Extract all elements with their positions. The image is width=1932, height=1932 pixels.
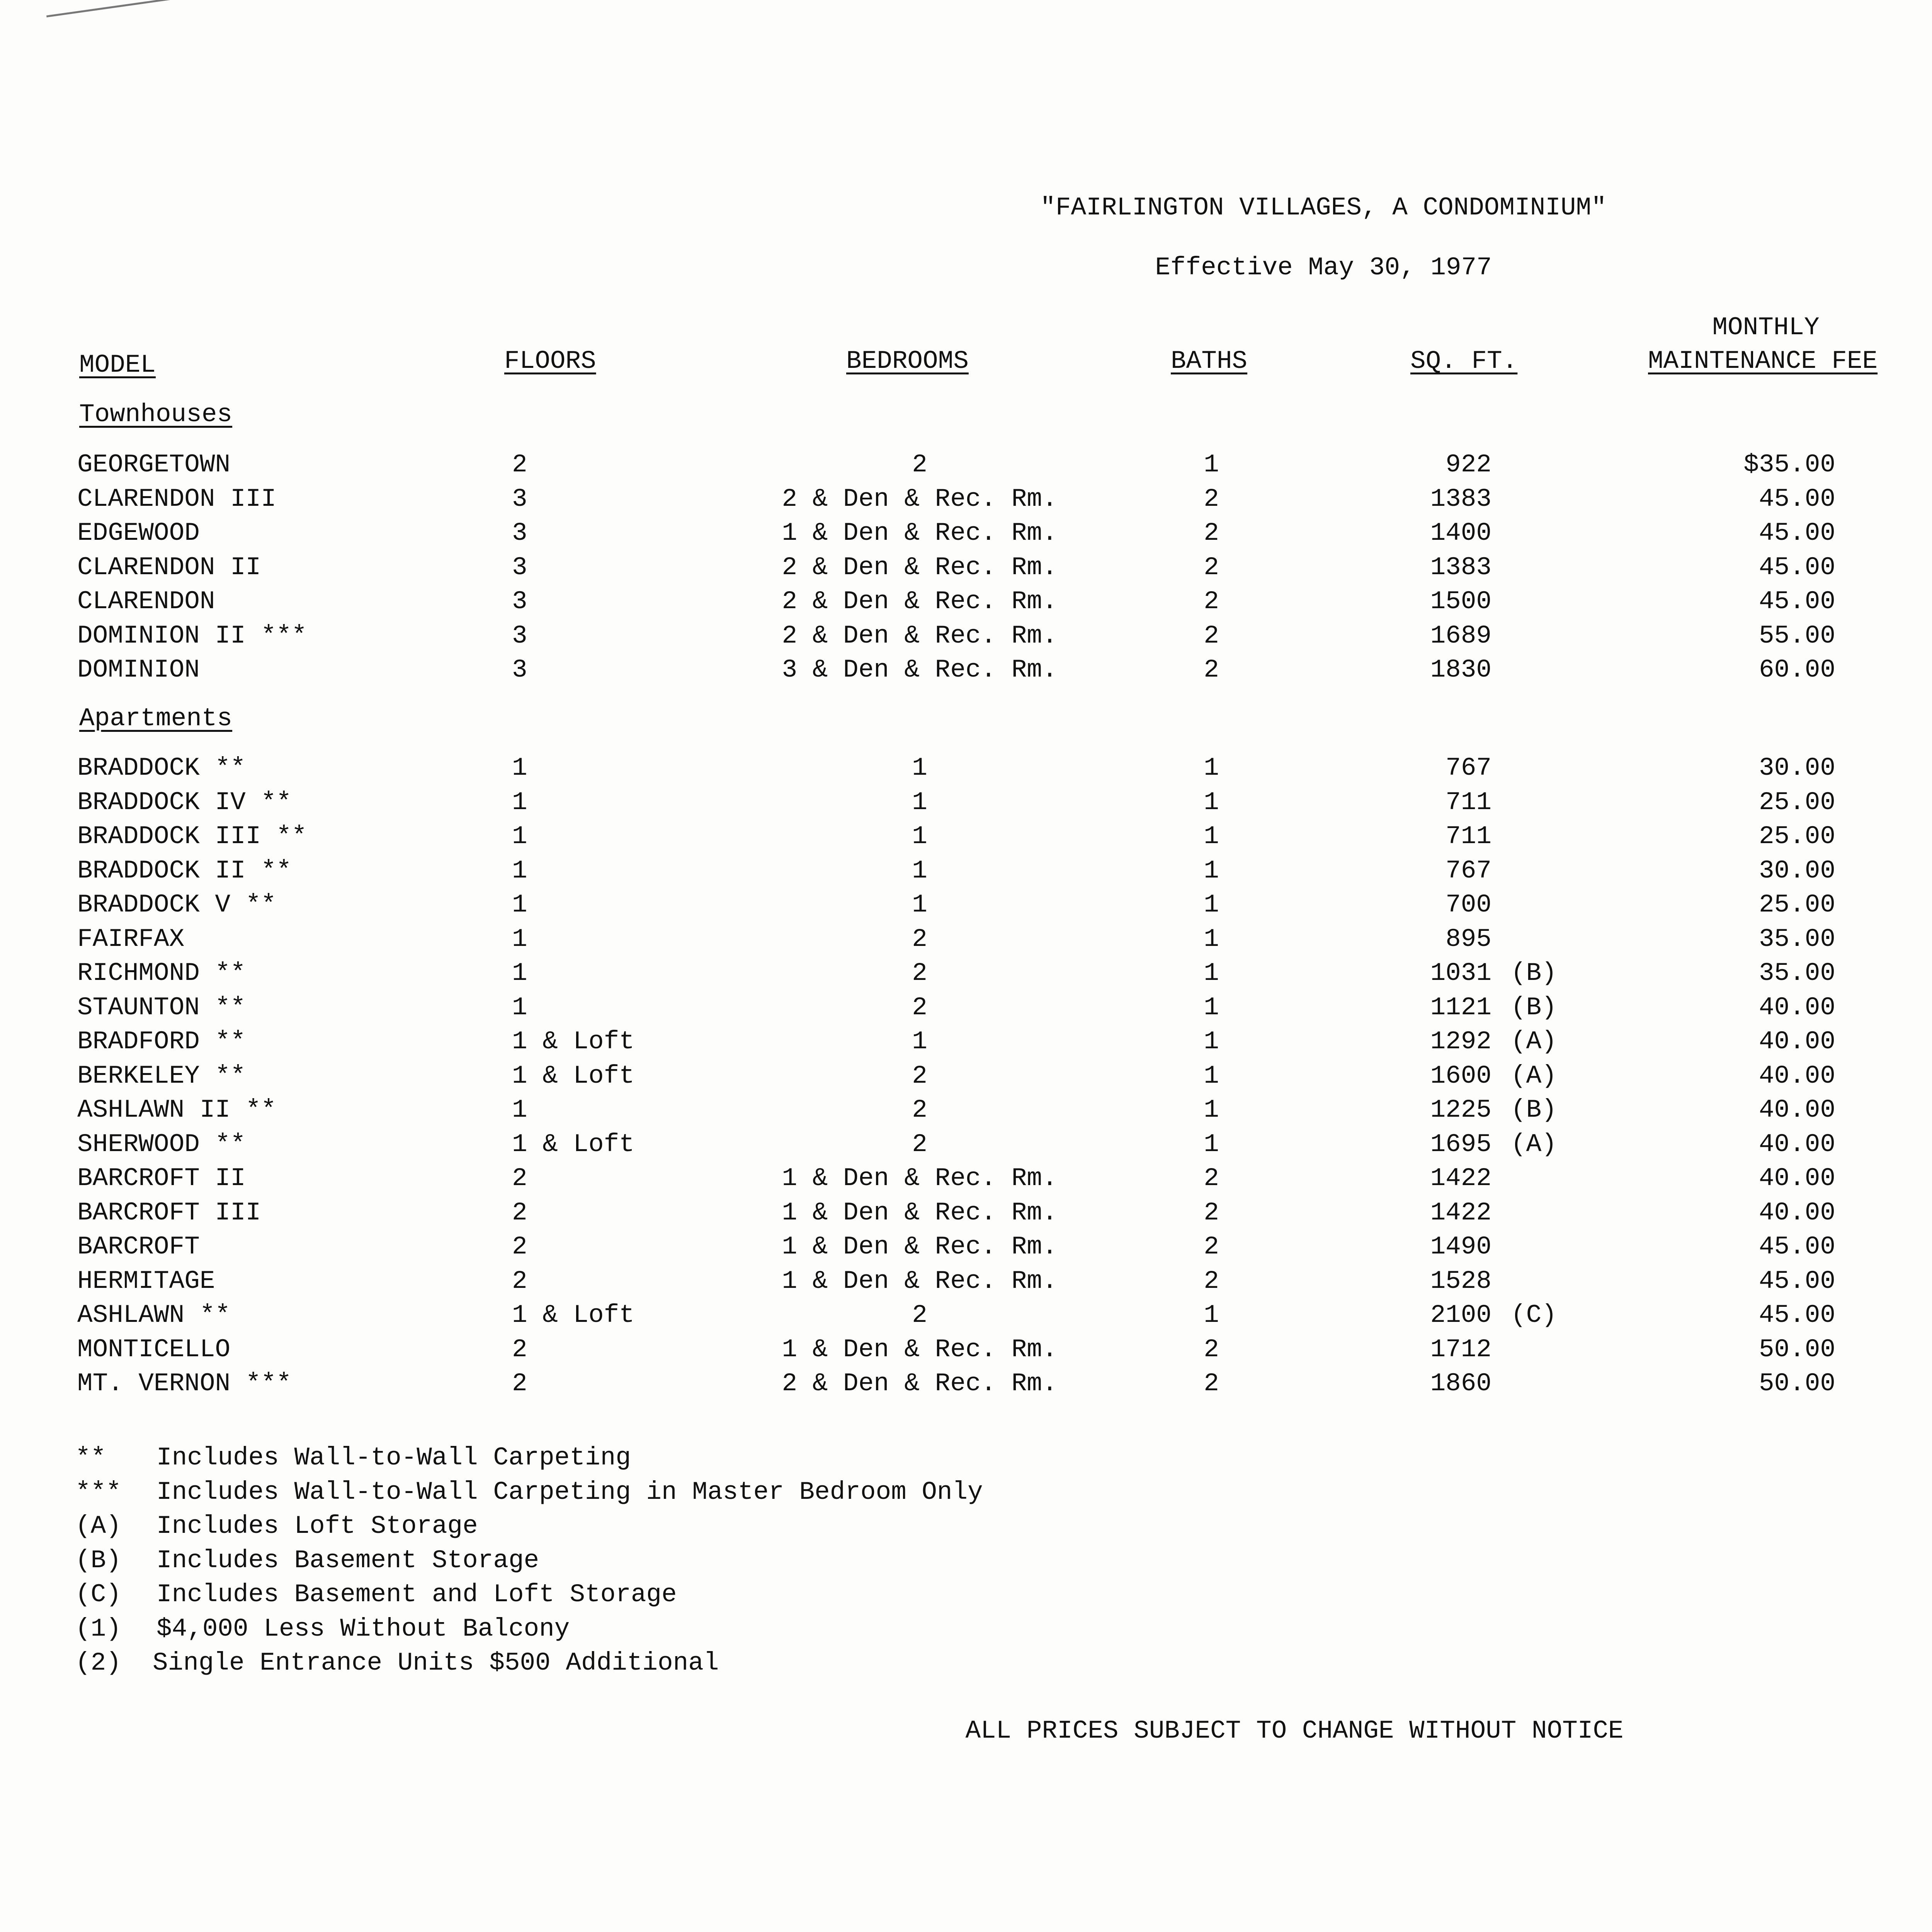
- section-label: Apartments: [79, 704, 233, 733]
- maintenance-fee: 45.00: [1759, 587, 1835, 616]
- sqft-value: 1712: [1430, 1335, 1492, 1364]
- bedrooms-value: 1: [912, 822, 927, 851]
- model-name: RICHMOND **: [77, 959, 246, 988]
- floors-value: 1: [512, 1095, 527, 1124]
- stray-pen-mark: [46, 0, 188, 17]
- floors-value: 1: [512, 856, 527, 885]
- bedrooms-value: 1 & Den & Rec. Rm.: [782, 1198, 1058, 1227]
- legend-text: Includes Basement and Loft Storage: [156, 1580, 677, 1609]
- floors-value: 1 & Loft: [512, 1301, 634, 1330]
- maintenance-fee: 30.00: [1759, 753, 1835, 782]
- bedrooms-value: 1 & Den & Rec. Rm.: [782, 519, 1058, 548]
- baths-value: 1: [1204, 925, 1219, 954]
- legend-text: Single Entrance Units $500 Additional: [153, 1648, 719, 1677]
- legend-text: Includes Basement Storage: [156, 1546, 539, 1575]
- maintenance-fee: 45.00: [1759, 1301, 1835, 1330]
- bedrooms-value: 2 & Den & Rec. Rm.: [782, 485, 1058, 514]
- sqft-value: 1528: [1430, 1267, 1492, 1296]
- baths-value: 1: [1204, 1130, 1219, 1159]
- baths-value: 2: [1204, 1198, 1219, 1227]
- model-name: BRADDOCK **: [77, 753, 246, 782]
- bedrooms-value: 2 & Den & Rec. Rm.: [782, 553, 1058, 582]
- sqft-value: 2100: [1430, 1301, 1492, 1330]
- maintenance-fee: 60.00: [1759, 655, 1835, 684]
- model-name: CLARENDON III: [77, 485, 276, 514]
- bedrooms-value: 2: [912, 1301, 927, 1330]
- sqft-note: (A): [1511, 1130, 1557, 1159]
- maintenance-fee: 40.00: [1759, 993, 1835, 1022]
- baths-value: 1: [1204, 1301, 1219, 1330]
- baths-value: 1: [1204, 890, 1219, 919]
- model-name: ASHLAWN **: [77, 1301, 231, 1330]
- floors-value: 3: [512, 553, 527, 582]
- sqft-note: (A): [1511, 1061, 1557, 1090]
- sqft-note: (B): [1511, 959, 1557, 988]
- model-name: DOMINION: [77, 655, 200, 684]
- model-name: BERKELEY **: [77, 1061, 246, 1090]
- sqft-value: 700: [1446, 890, 1492, 919]
- sqft-value: 711: [1446, 788, 1492, 817]
- model-name: BARCROFT III: [77, 1198, 261, 1227]
- bedrooms-value: 3 & Den & Rec. Rm.: [782, 655, 1058, 684]
- floors-value: 2: [512, 1232, 527, 1261]
- model-name: DOMINION II ***: [77, 621, 307, 650]
- sqft-value: 1121: [1430, 993, 1492, 1022]
- legend-key: (A): [75, 1512, 121, 1541]
- baths-value: 2: [1204, 655, 1219, 684]
- section-label: Townhouses: [79, 400, 233, 429]
- maintenance-fee: 50.00: [1759, 1369, 1835, 1398]
- effective-date: Effective May 30, 1977: [1155, 253, 1492, 282]
- sqft-value: 1400: [1430, 519, 1492, 548]
- sqft-value: 922: [1446, 450, 1492, 479]
- floors-value: 2: [512, 1267, 527, 1296]
- bedrooms-value: 1 & Den & Rec. Rm.: [782, 1164, 1058, 1193]
- sqft-value: 1031: [1430, 959, 1492, 988]
- legend-key: **: [75, 1443, 106, 1472]
- model-name: EDGEWOOD: [77, 519, 200, 548]
- sqft-value: 1383: [1430, 485, 1492, 514]
- header-baths: BATHS: [1171, 347, 1248, 376]
- bedrooms-value: 2: [912, 1061, 927, 1090]
- model-name: GEORGETOWN: [77, 450, 231, 479]
- floors-value: 1: [512, 959, 527, 988]
- maintenance-fee: 45.00: [1759, 519, 1835, 548]
- model-name: MONTICELLO: [77, 1335, 231, 1364]
- legend-text: Includes Loft Storage: [156, 1512, 478, 1541]
- header-model: MODEL: [79, 350, 156, 379]
- sqft-value: 895: [1446, 925, 1492, 954]
- maintenance-fee: 30.00: [1759, 856, 1835, 885]
- floors-value: 2: [512, 1198, 527, 1227]
- baths-value: 1: [1204, 993, 1219, 1022]
- baths-value: 2: [1204, 1369, 1219, 1398]
- bedrooms-value: 2: [912, 925, 927, 954]
- legend-text: Includes Wall-to-Wall Carpeting in Master Bedroom Only: [156, 1478, 983, 1507]
- floors-value: 3: [512, 655, 527, 684]
- maintenance-fee: 45.00: [1759, 485, 1835, 514]
- baths-value: 1: [1204, 822, 1219, 851]
- legend-key: (B): [75, 1546, 121, 1575]
- sqft-value: 711: [1446, 822, 1492, 851]
- baths-value: 1: [1204, 856, 1219, 885]
- maintenance-fee: 25.00: [1759, 788, 1835, 817]
- floors-value: 1: [512, 822, 527, 851]
- floors-value: 1 & Loft: [512, 1061, 634, 1090]
- bedrooms-value: 2: [912, 450, 927, 479]
- baths-value: 1: [1204, 450, 1219, 479]
- maintenance-fee: 40.00: [1759, 1130, 1835, 1159]
- maintenance-fee: 55.00: [1759, 621, 1835, 650]
- legend-text: $4,000 Less Without Balcony: [156, 1614, 570, 1643]
- floors-value: 2: [512, 1164, 527, 1193]
- maintenance-fee: 40.00: [1759, 1061, 1835, 1090]
- maintenance-fee: 45.00: [1759, 1232, 1835, 1261]
- baths-value: 2: [1204, 1335, 1219, 1364]
- baths-value: 1: [1204, 1095, 1219, 1124]
- floors-value: 1: [512, 925, 527, 954]
- sqft-value: 1422: [1430, 1198, 1492, 1227]
- floors-value: 1: [512, 993, 527, 1022]
- bedrooms-value: 1: [912, 856, 927, 885]
- baths-value: 2: [1204, 621, 1219, 650]
- model-name: HERMITAGE: [77, 1267, 215, 1296]
- baths-value: 2: [1204, 1267, 1219, 1296]
- baths-value: 1: [1204, 1027, 1219, 1056]
- header-fee-top: MONTHLY: [1712, 313, 1820, 342]
- sqft-value: 1383: [1430, 553, 1492, 582]
- maintenance-fee: 35.00: [1759, 925, 1835, 954]
- bedrooms-value: 1 & Den & Rec. Rm.: [782, 1232, 1058, 1261]
- sqft-value: 1292: [1430, 1027, 1492, 1056]
- bedrooms-value: 1: [912, 1027, 927, 1056]
- model-name: MT. VERNON ***: [77, 1369, 292, 1398]
- baths-value: 2: [1204, 485, 1219, 514]
- floors-value: 3: [512, 485, 527, 514]
- bedrooms-value: 1: [912, 753, 927, 782]
- bedrooms-value: 2: [912, 1130, 927, 1159]
- sqft-value: 1500: [1430, 587, 1492, 616]
- baths-value: 2: [1204, 1164, 1219, 1193]
- maintenance-fee: 40.00: [1759, 1027, 1835, 1056]
- bedrooms-value: 2 & Den & Rec. Rm.: [782, 587, 1058, 616]
- floors-value: 3: [512, 587, 527, 616]
- header-bedrooms: BEDROOMS: [846, 347, 969, 376]
- maintenance-fee: 25.00: [1759, 890, 1835, 919]
- model-name: CLARENDON II: [77, 553, 261, 582]
- bedrooms-value: 2 & Den & Rec. Rm.: [782, 621, 1058, 650]
- model-name: BRADDOCK II **: [77, 856, 292, 885]
- sqft-value: 1860: [1430, 1369, 1492, 1398]
- legend-text: Includes Wall-to-Wall Carpeting: [156, 1443, 631, 1472]
- legend-key: (2): [75, 1648, 121, 1677]
- bedrooms-value: 1: [912, 788, 927, 817]
- sqft-value: 767: [1446, 753, 1492, 782]
- model-name: BRADDOCK IV **: [77, 788, 292, 817]
- maintenance-fee: $35.00: [1743, 450, 1835, 479]
- baths-value: 2: [1204, 587, 1219, 616]
- legend-key: (C): [75, 1580, 121, 1609]
- model-name: BARCROFT II: [77, 1164, 246, 1193]
- bedrooms-value: 1: [912, 890, 927, 919]
- model-name: BARCROFT: [77, 1232, 200, 1261]
- bedrooms-value: 2: [912, 959, 927, 988]
- model-name: ASHLAWN II **: [77, 1095, 276, 1124]
- floors-value: 1: [512, 788, 527, 817]
- model-name: BRADFORD **: [77, 1027, 246, 1056]
- baths-value: 2: [1204, 1232, 1219, 1261]
- maintenance-fee: 40.00: [1759, 1198, 1835, 1227]
- maintenance-fee: 25.00: [1759, 822, 1835, 851]
- maintenance-fee: 40.00: [1759, 1164, 1835, 1193]
- model-name: CLARENDON: [77, 587, 215, 616]
- bedrooms-value: 1 & Den & Rec. Rm.: [782, 1267, 1058, 1296]
- floors-value: 2: [512, 1369, 527, 1398]
- sqft-value: 1225: [1430, 1095, 1492, 1124]
- sqft-value: 1830: [1430, 655, 1492, 684]
- header-sqft: SQ. FT.: [1410, 347, 1518, 376]
- bedrooms-value: 2: [912, 1095, 927, 1124]
- sqft-note: (B): [1511, 993, 1557, 1022]
- sqft-note: (C): [1511, 1301, 1557, 1330]
- model-name: SHERWOOD **: [77, 1130, 246, 1159]
- bedrooms-value: 2 & Den & Rec. Rm.: [782, 1369, 1058, 1398]
- floors-value: 1: [512, 753, 527, 782]
- sqft-value: 767: [1446, 856, 1492, 885]
- floors-value: 2: [512, 1335, 527, 1364]
- baths-value: 2: [1204, 553, 1219, 582]
- floors-value: 2: [512, 450, 527, 479]
- sqft-note: (B): [1511, 1095, 1557, 1124]
- sqft-value: 1422: [1430, 1164, 1492, 1193]
- floors-value: 3: [512, 621, 527, 650]
- model-name: STAUNTON **: [77, 993, 246, 1022]
- maintenance-fee: 40.00: [1759, 1095, 1835, 1124]
- baths-value: 2: [1204, 519, 1219, 548]
- model-name: BRADDOCK III **: [77, 822, 307, 851]
- sqft-value: 1600: [1430, 1061, 1492, 1090]
- baths-value: 1: [1204, 788, 1219, 817]
- bedrooms-value: 2: [912, 993, 927, 1022]
- bedrooms-value: 1 & Den & Rec. Rm.: [782, 1335, 1058, 1364]
- model-name: BRADDOCK V **: [77, 890, 276, 919]
- model-name: FAIRFAX: [77, 925, 185, 954]
- legend-key: (1): [75, 1614, 121, 1643]
- footer-notice: ALL PRICES SUBJECT TO CHANGE WITHOUT NOTICE: [965, 1716, 1624, 1745]
- floors-value: 1: [512, 890, 527, 919]
- floors-value: 1 & Loft: [512, 1130, 634, 1159]
- maintenance-fee: 45.00: [1759, 1267, 1835, 1296]
- document-title: "FAIRLINGTON VILLAGES, A CONDOMINIUM": [1040, 193, 1607, 222]
- maintenance-fee: 50.00: [1759, 1335, 1835, 1364]
- maintenance-fee: 35.00: [1759, 959, 1835, 988]
- maintenance-fee: 45.00: [1759, 553, 1835, 582]
- baths-value: 1: [1204, 753, 1219, 782]
- baths-value: 1: [1204, 1061, 1219, 1090]
- floors-value: 3: [512, 519, 527, 548]
- sqft-note: (A): [1511, 1027, 1557, 1056]
- header-floors: FLOORS: [504, 347, 596, 376]
- sqft-value: 1490: [1430, 1232, 1492, 1261]
- floors-value: 1 & Loft: [512, 1027, 634, 1056]
- sqft-value: 1689: [1430, 621, 1492, 650]
- baths-value: 1: [1204, 959, 1219, 988]
- sqft-value: 1695: [1430, 1130, 1492, 1159]
- legend-key: ***: [75, 1478, 121, 1507]
- header-fee-bottom: MAINTENANCE FEE: [1648, 347, 1878, 376]
